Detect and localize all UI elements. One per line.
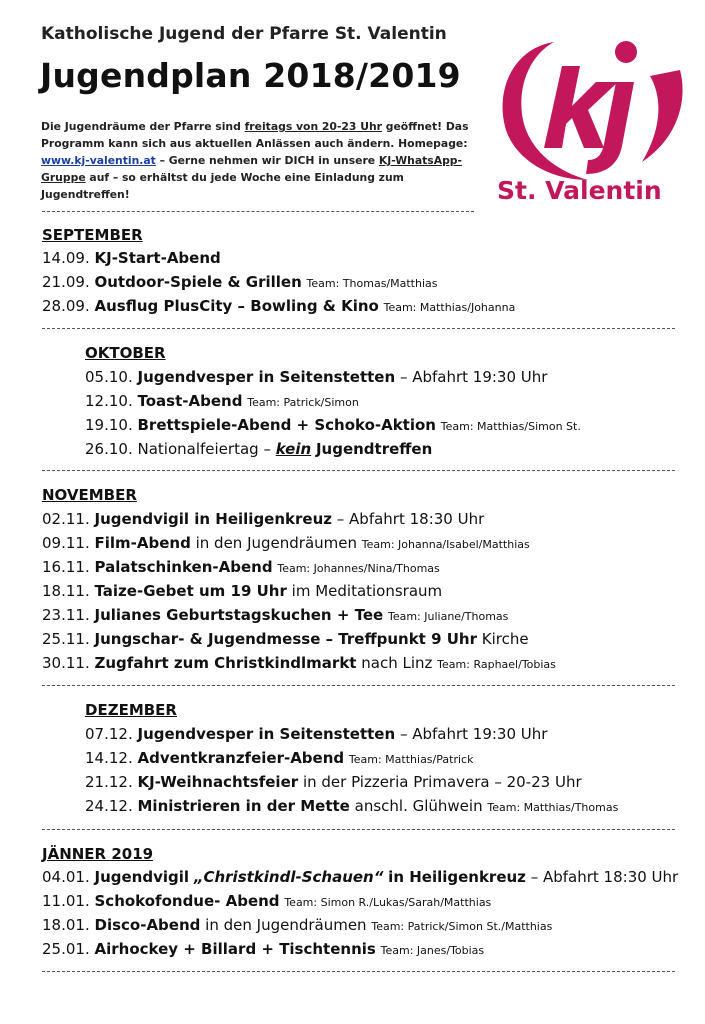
event-date: 28.09. xyxy=(42,297,90,315)
event-date: 25.01. xyxy=(42,940,90,958)
event-detail: – Abfahrt 19:30 Uhr xyxy=(399,368,548,386)
event-date: 07.12. xyxy=(85,725,133,743)
intro-text-3: – Gerne nehmen wir DICH in unsere xyxy=(155,154,379,167)
month-heading-november: NOVEMBER xyxy=(42,486,137,504)
event-detail: in den Jugendräumen xyxy=(205,916,367,934)
event-detail: – Abfahrt 19:30 Uhr xyxy=(399,725,548,743)
event-title: Jungschar- & Jugendmesse – Treffpunkt 9 Uhr xyxy=(94,630,477,648)
event-title: Toast-Abend xyxy=(137,392,243,410)
event-title: Ausflug PlusCity – Bowling & Kino xyxy=(94,297,379,315)
event-date: 30.11. xyxy=(42,654,90,672)
divider xyxy=(42,685,675,686)
event-title: Jugendvesper in Seitenstetten xyxy=(137,368,396,386)
month-heading-jaenner: JÄNNER 2019 xyxy=(42,845,154,863)
event-team: Team: Juliane/Thomas xyxy=(387,610,509,623)
event-title: Disco-Abend xyxy=(94,916,201,934)
event-team: Team: Matthias/Patrick xyxy=(348,753,474,766)
event-date: 24.12. xyxy=(85,797,133,815)
event-title: Zugfahrt zum Christkindlmarkt xyxy=(94,654,357,672)
event-row xyxy=(85,795,618,817)
event-date: 23.11. xyxy=(42,606,90,624)
event-row xyxy=(85,723,547,745)
event-date: 25.11. xyxy=(42,630,90,648)
organization-name: Katholische Jugend der Pfarre St. Valentin xyxy=(41,24,447,44)
event-team: Team: Johanna/Isabel/Matthias xyxy=(361,538,530,551)
event-detail: in der Pizzeria Primavera – 20-23 Uhr xyxy=(302,773,582,791)
event-date: 26.10. xyxy=(85,440,133,458)
event-title: Jugendvesper in Seitenstetten xyxy=(137,725,396,743)
event-row xyxy=(42,628,529,650)
event-row xyxy=(42,580,442,602)
event-detail: – Abfahrt 18:30 Uhr xyxy=(530,868,679,886)
divider xyxy=(42,829,675,830)
month-heading-september: SEPTEMBER xyxy=(42,226,143,244)
event-emphasis: kein xyxy=(275,440,312,458)
event-date: 16.11. xyxy=(42,558,90,576)
event-row xyxy=(42,247,221,269)
divider xyxy=(42,971,675,972)
event-row xyxy=(42,866,678,888)
event-date: 14.12. xyxy=(85,749,133,767)
event-emphasis: „Christkindl-Schauen“ xyxy=(193,868,384,886)
event-row xyxy=(42,271,438,293)
event-title: Airhockey + Billard + Tischtennis xyxy=(94,940,376,958)
event-date: 11.01. xyxy=(42,892,90,910)
event-detail: anschl. Glühwein xyxy=(354,797,483,815)
event-title: Taize-Gebet um 19 Uhr xyxy=(94,582,287,600)
event-team: Team: Matthias/Simon St. xyxy=(440,420,581,433)
event-date: 14.09. xyxy=(42,249,90,267)
event-team: Team: Matthias/Thomas xyxy=(487,801,619,814)
event-row xyxy=(42,890,491,912)
event-title: Julianes Geburtstagskuchen + Tee xyxy=(94,606,384,624)
event-detail: in den Jugendräumen xyxy=(195,534,357,552)
event-detail: Nationalfeiertag – xyxy=(137,440,271,458)
event-title: Palatschinken-Abend xyxy=(94,558,273,576)
kj-logo-icon xyxy=(492,30,692,185)
event-row xyxy=(85,747,473,769)
event-title: Outdoor-Spiele & Grillen xyxy=(94,273,302,291)
event-title: KJ-Weihnachtsfeier xyxy=(137,773,299,791)
event-date: 21.12. xyxy=(85,773,133,791)
event-title-continued: in Heiligenkreuz xyxy=(388,868,526,886)
event-row xyxy=(85,771,582,793)
intro-text-2: geöffnet! Das Programm kann sich aus aktuellen Anlässen auch ändern. Homepage: xyxy=(41,120,469,150)
event-team: Team: Patrick/Simon xyxy=(247,396,359,409)
event-title: KJ-Start-Abend xyxy=(94,249,221,267)
event-date: 12.10. xyxy=(85,392,133,410)
event-date: 09.11. xyxy=(42,534,90,552)
event-date: 18.01. xyxy=(42,916,90,934)
event-team: Team: Raphael/Tobias xyxy=(437,658,556,671)
homepage-link[interactable]: www.kj-valentin.at xyxy=(41,154,156,167)
whatsapp-group-text: KJ-WhatsApp-Gruppe xyxy=(41,154,463,184)
logo-text: St. Valentin xyxy=(497,176,662,205)
page-title: Jugendplan 2018/2019 xyxy=(40,56,461,95)
event-detail: im Meditationsraum xyxy=(291,582,443,600)
intro-text-4: auf – so erhältst du jede Woche eine Einladung zum Jugendtreffen! xyxy=(41,171,404,201)
event-row xyxy=(42,938,484,960)
divider xyxy=(42,211,474,212)
month-heading-oktober: OKTOBER xyxy=(85,344,166,362)
intro-paragraph xyxy=(41,118,491,203)
event-row xyxy=(85,414,581,436)
event-title: Jugendvigil in Heiligenkreuz xyxy=(94,510,332,528)
event-team: Team: Thomas/Matthias xyxy=(306,277,438,290)
event-date: 21.09. xyxy=(42,273,90,291)
event-date: 19.10. xyxy=(85,416,133,434)
event-date: 02.11. xyxy=(42,510,90,528)
divider xyxy=(42,328,675,329)
event-title: Jugendtreffen xyxy=(315,440,433,458)
event-row xyxy=(85,366,547,388)
event-team: Team: Simon R./Lukas/Sarah/Matthias xyxy=(284,896,492,909)
event-row xyxy=(85,390,359,412)
event-date: 04.01. xyxy=(42,868,90,886)
event-row xyxy=(85,438,432,460)
event-row xyxy=(42,604,508,626)
event-title: Adventkranzfeier-Abend xyxy=(137,749,345,767)
event-title: Brettspiele-Abend + Schoko-Aktion xyxy=(137,416,436,434)
event-row xyxy=(42,508,484,530)
event-detail: – Abfahrt 18:30 Uhr xyxy=(336,510,485,528)
event-row xyxy=(42,652,556,674)
event-detail: Kirche xyxy=(481,630,529,648)
event-title: Jugendvigil xyxy=(94,868,190,886)
event-title: Film-Abend xyxy=(94,534,191,552)
event-team: Team: Matthias/Johanna xyxy=(383,301,516,314)
event-row xyxy=(42,914,552,936)
event-team: Team: Johannes/Nina/Thomas xyxy=(277,562,440,575)
event-title: Schokofondue- Abend xyxy=(94,892,280,910)
event-title: Ministrieren in der Mette xyxy=(137,797,350,815)
intro-opening-hours: freitags von 20-23 Uhr xyxy=(244,120,382,133)
event-row xyxy=(42,556,440,578)
divider xyxy=(42,470,675,471)
event-row xyxy=(42,532,530,554)
intro-text-1: Die Jugendräume der Pfarre sind xyxy=(41,120,245,133)
event-row xyxy=(42,295,515,317)
event-date: 05.10. xyxy=(85,368,133,386)
event-team: Team: Patrick/Simon St./Matthias xyxy=(371,920,553,933)
event-date: 18.11. xyxy=(42,582,90,600)
event-detail: nach Linz xyxy=(361,654,433,672)
event-team: Team: Janes/Tobias xyxy=(380,944,485,957)
month-heading-dezember: DEZEMBER xyxy=(85,701,177,719)
